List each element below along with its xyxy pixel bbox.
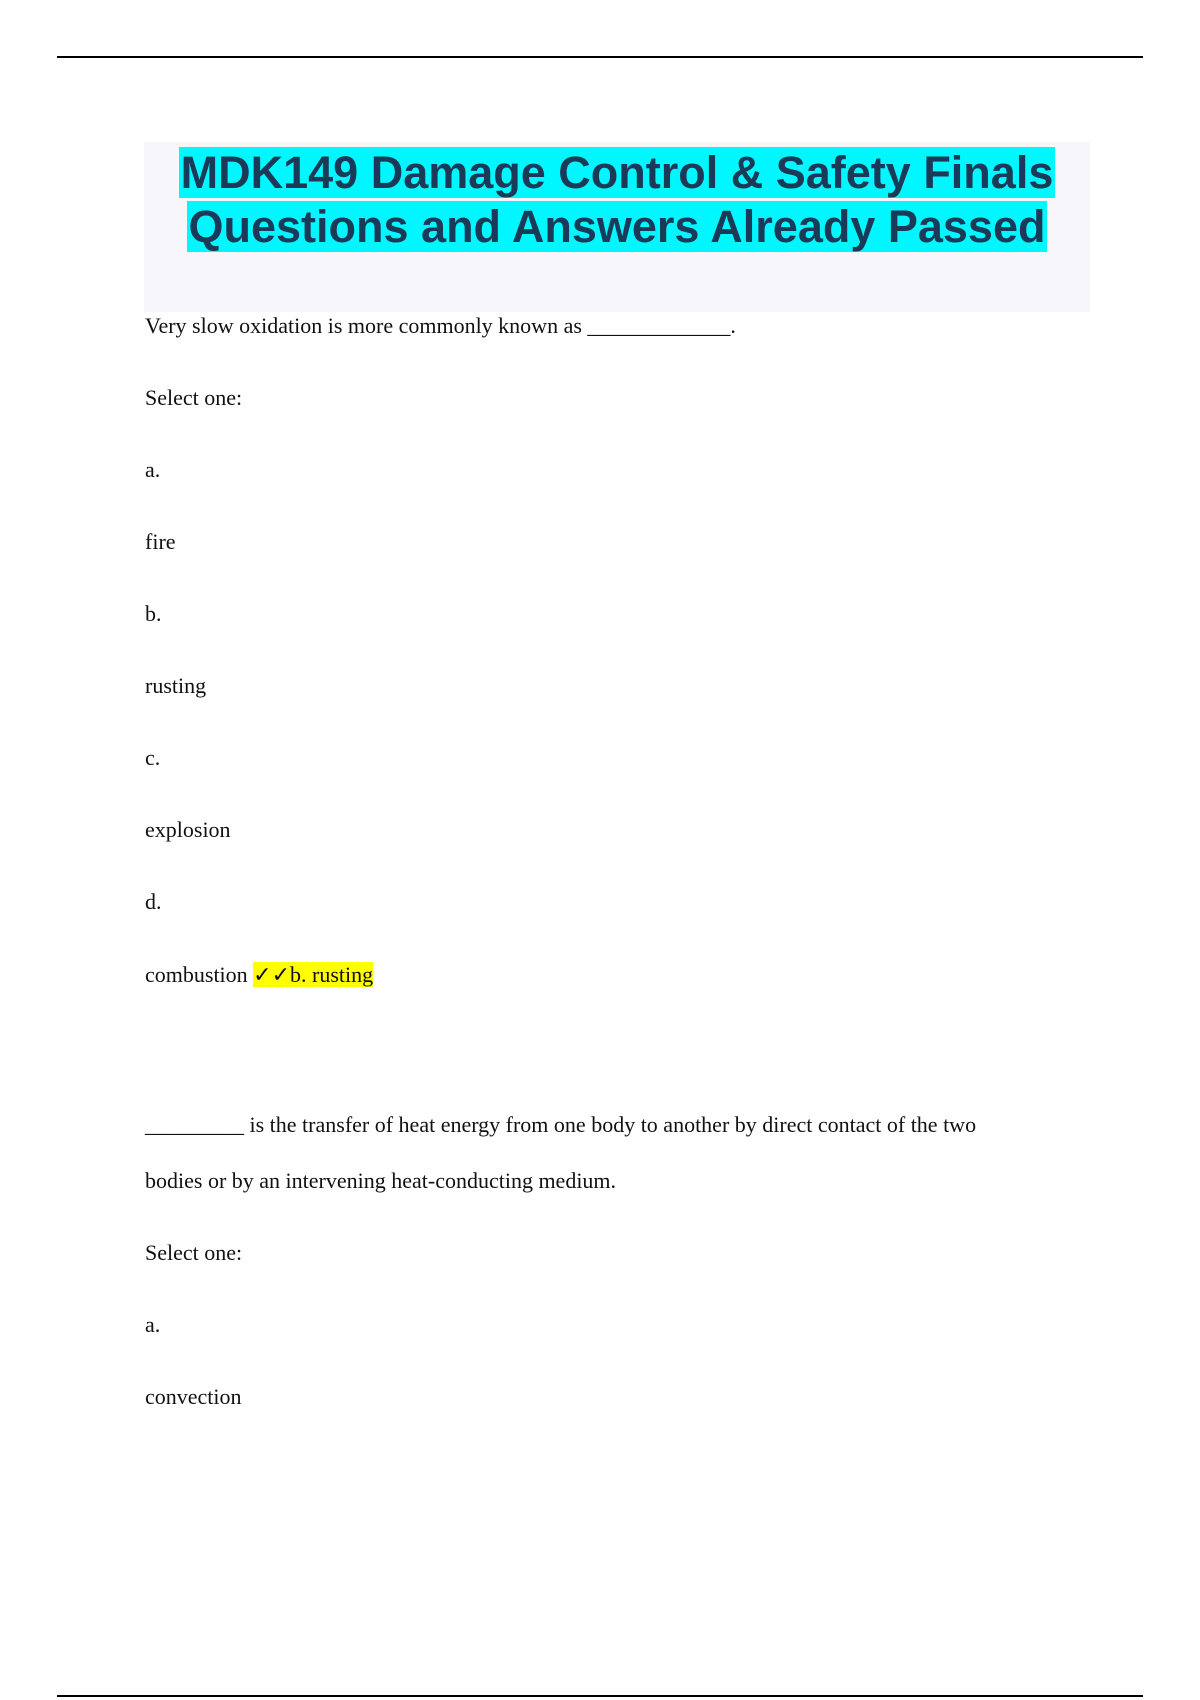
title-line-1: MDK149 Damage Control & Safety Finals [180, 147, 1054, 198]
question-1-option-a-text: fire [145, 529, 176, 554]
question-1-option-a-letter: a. [145, 457, 161, 482]
question-1-option-b-letter: b. [145, 601, 162, 626]
question-2-prompt-line-2: bodies or by an intervening heat-conducting medium. [145, 1168, 617, 1193]
question-1-option-c-text: explosion [145, 817, 231, 842]
question-1-option-d-letter: d. [145, 889, 162, 914]
question-1-option-b-text: rusting [145, 673, 207, 698]
question-1-prompt: Very slow oxidation is more commonly known as _____________. [145, 313, 736, 338]
question-2-option-a-text: convection [145, 1384, 242, 1409]
question-1-option-d-line [145, 961, 373, 989]
question-1-option-c-letter: c. [145, 745, 161, 770]
question-2-prompt-line-1: _________ is the transfer of heat energy from one body to another by direct contact of the two [145, 1112, 977, 1137]
question-2-select-label: Select one: [145, 1240, 243, 1265]
question-1-option-d-text: combustion [145, 962, 248, 987]
question-1-select-label: Select one: [145, 385, 243, 410]
title-block [144, 142, 1090, 312]
top-rule [57, 56, 1143, 58]
bottom-rule [57, 1695, 1143, 1697]
question-2-option-a-letter: a. [145, 1312, 161, 1337]
question-1-answer: ✓✓b. rusting [253, 962, 374, 987]
document-title [144, 142, 1090, 254]
title-line-2: Questions and Answers Already Passed [188, 201, 1046, 252]
